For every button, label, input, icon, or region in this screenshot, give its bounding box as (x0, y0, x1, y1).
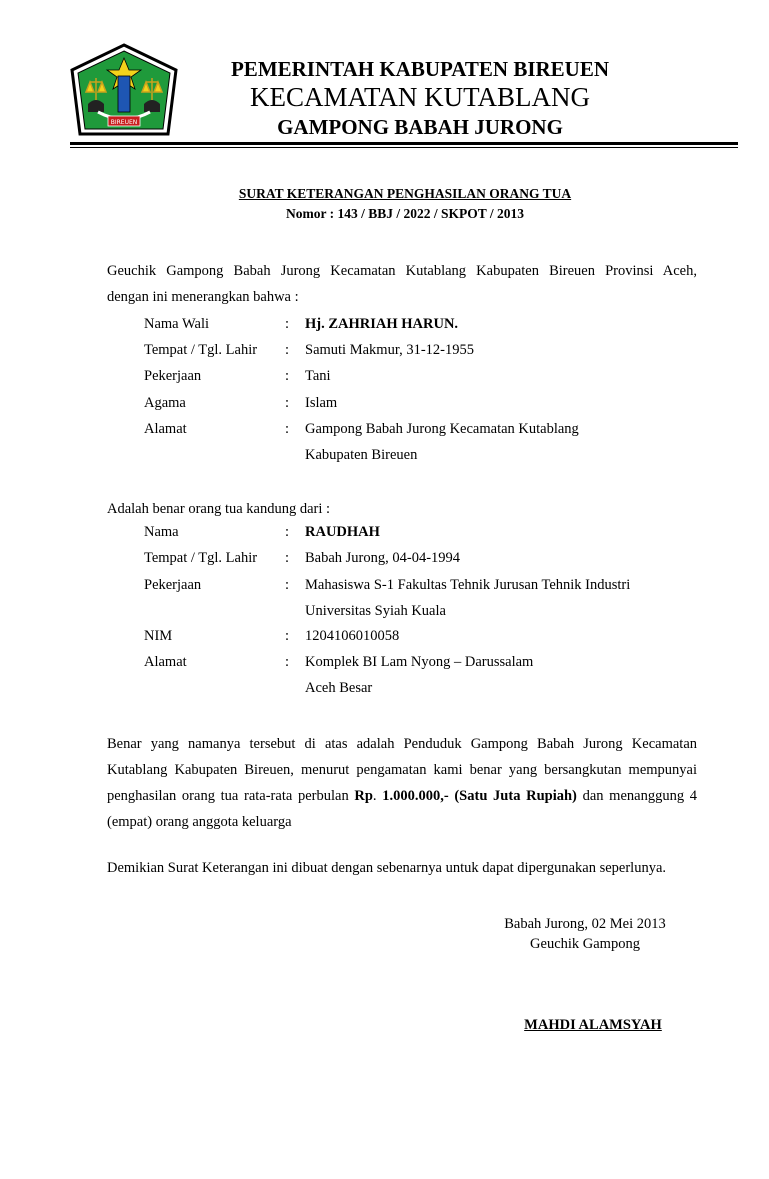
parent-name-value: Hj. ZAHRIAH HARUN. (305, 316, 459, 332)
parent-religion-label: Agama (144, 395, 186, 411)
parent-address-label: Alamat (144, 421, 187, 437)
child-address-colon: : (285, 654, 290, 670)
child-birth-colon: : (285, 550, 290, 566)
parent-address-value: Gampong Babah Jurong Kecamatan Kutablang (305, 421, 579, 437)
child-nim-label: NIM (144, 628, 173, 644)
child-nim-value: 1204106010058 (305, 628, 400, 644)
child-intro: Adalah benar orang tua kandung dari : (107, 501, 331, 517)
child-name-label: Nama (144, 524, 179, 540)
child-address-label: Alamat (144, 654, 187, 670)
child-birth-value: Babah Jurong, 04-04-1994 (305, 550, 461, 566)
statement-line-4: (empat) orang anggota keluarga (107, 814, 292, 830)
statement-line-3-post: dan menanggung 4 (576, 788, 697, 804)
child-job-value: Mahasiswa S-1 Fakultas Tehnik Jurusan Tehnik Industri (305, 577, 631, 593)
signature-name: MAHDI ALAMSYAH (524, 1017, 662, 1033)
child-birth-label: Tempat / Tgl. Lahir (144, 550, 258, 566)
logo-ribbon-text: BIREUEN (110, 119, 138, 126)
parent-birth-value: Samuti Makmur, 31-12-1955 (305, 342, 474, 358)
letter-title: SURAT KETERANGAN PENGHASILAN ORANG TUA (238, 186, 572, 201)
statement-line-3-pre: penghasilan orang tua rata-rata perbulan (107, 788, 355, 804)
child-name-colon: : (285, 524, 290, 540)
statement-amount: 1.000.000,- (Satu Juta Rupiah) (382, 788, 577, 804)
signature-position: Geuchik Gampong (530, 936, 640, 952)
bireuen-regency-logo (68, 42, 180, 142)
signature-place-date: Babah Jurong, 02 Mei 2013 (504, 916, 666, 932)
letterhead-government: PEMERINTAH KABUPATEN BIREUEN (230, 57, 610, 81)
statement-line-2: Kutablang Kabupaten Bireuen, menurut pengamatan kami benar yang bersangkutan mempunyai (107, 762, 697, 778)
child-name-value: RAUDHAH (305, 524, 380, 540)
intro-paragraph (107, 258, 697, 310)
child-address-value-2: Aceh Besar (305, 680, 373, 696)
letterhead-rule-thick (70, 142, 738, 145)
closing-paragraph: Demikian Surat Keterangan ini dibuat dengan sebenarnya untuk dapat dipergunakan seperlunya. (107, 860, 667, 876)
child-address-value: Komplek BI Lam Nyong – Darussalam (305, 654, 534, 670)
parent-job-colon: : (285, 368, 290, 384)
parent-address-value-2: Kabupaten Bireuen (305, 447, 418, 463)
parent-job-value: Tani (305, 368, 331, 384)
parent-name-colon: : (285, 316, 290, 332)
intro-line-1: Geuchik Gampong Babah Jurong Kecamatan Kutablang Kabupaten Bireuen Provinsi Aceh, (107, 263, 697, 279)
parent-religion-colon: : (285, 395, 290, 411)
statement-line-3 (107, 783, 697, 809)
letter-number: Nomor : 143 / BBJ / 2022 / SKPOT / 2013 (285, 206, 525, 221)
letterhead-rule-thin (70, 147, 738, 148)
child-nim-colon: : (285, 628, 290, 644)
statement-paragraph (107, 731, 697, 835)
intro-line-2: dengan ini menerangkan bahwa : (107, 289, 299, 305)
parent-name-label: Nama Wali (144, 316, 210, 332)
statement-dot: . (372, 788, 383, 804)
child-job-colon: : (285, 577, 290, 593)
letterhead-district: KECAMATAN KUTABLANG (250, 82, 590, 112)
child-job-value-2: Universitas Syiah Kuala (305, 603, 446, 619)
parent-address-colon: : (285, 421, 290, 437)
parent-job-label: Pekerjaan (144, 368, 202, 384)
child-job-label: Pekerjaan (144, 577, 202, 593)
statement-line-1: Benar yang namanya tersebut di atas adalah Penduduk Gampong Babah Jurong Kecamatan (107, 736, 697, 752)
statement-currency: Rp (354, 788, 373, 804)
letterhead-village: GAMPONG BABAH JURONG (277, 115, 563, 139)
parent-birth-label: Tempat / Tgl. Lahir (144, 342, 258, 358)
parent-birth-colon: : (285, 342, 290, 358)
parent-religion-value: Islam (305, 395, 338, 411)
